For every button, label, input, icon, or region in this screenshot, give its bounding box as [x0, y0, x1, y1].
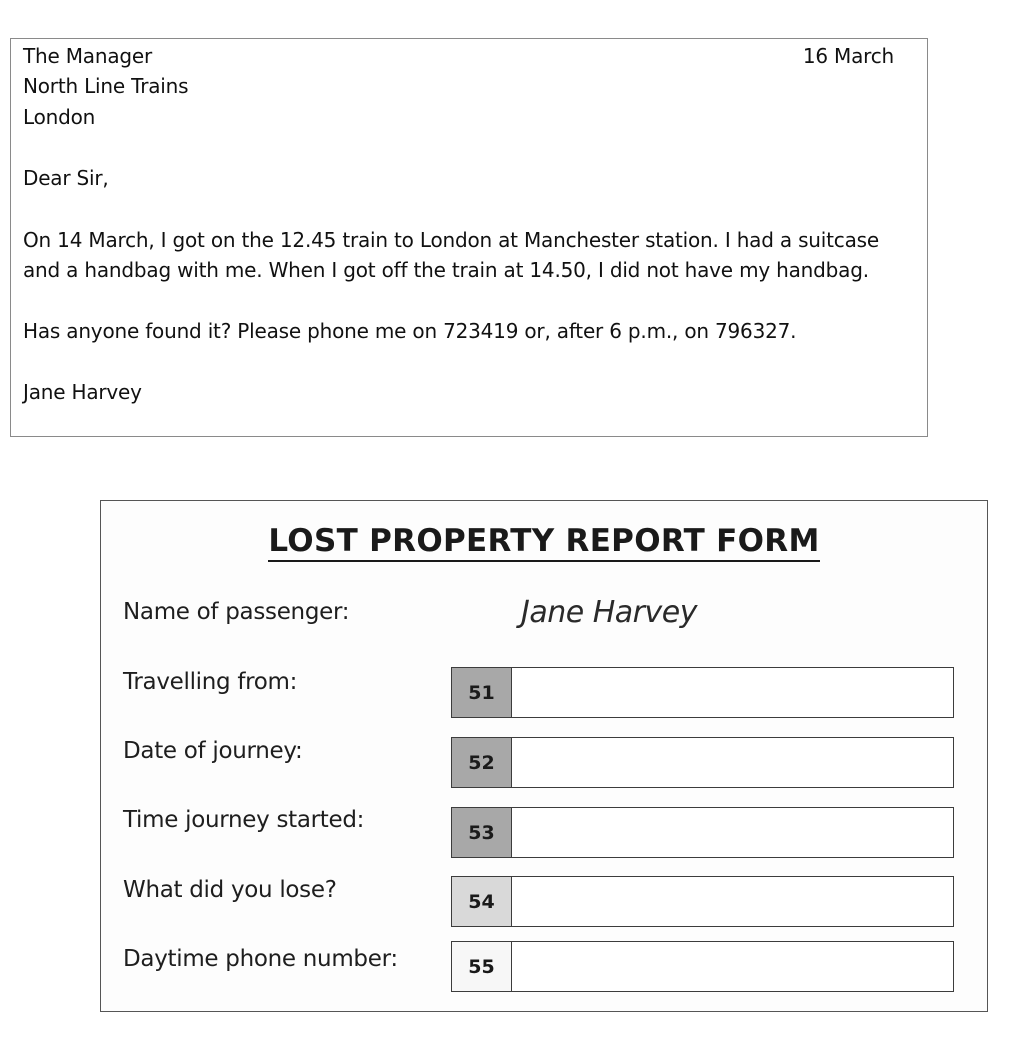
answer-box-51 — [451, 667, 954, 718]
lost-property-form — [100, 500, 988, 1012]
answer-box-54 — [451, 876, 954, 927]
field-label-what-did-you-lose: What did you lose? — [123, 877, 337, 903]
question-number-52: 52 — [452, 738, 512, 787]
question-number-55: 55 — [452, 942, 512, 991]
letter-date: 16 March — [802, 44, 894, 68]
what-did-you-lose-input[interactable] — [512, 877, 953, 926]
question-number-51: 51 — [452, 668, 512, 717]
recipient-line: North Line Trains — [23, 74, 189, 98]
body-line: On 14 March, I got on the 12.45 train to London at Manchester station. I had a suitcase — [23, 228, 879, 252]
body-line: and a handbag with me. When I got off the train at 14.50, I did not have my handbag. — [23, 258, 869, 282]
field-label-date-of-journey: Date of journey: — [123, 738, 303, 764]
daytime-phone-number-input[interactable] — [512, 942, 953, 991]
field-label-time-journey-started: Time journey started: — [123, 807, 365, 833]
question-number-53: 53 — [452, 808, 512, 857]
time-journey-started-input[interactable] — [512, 808, 953, 857]
letter — [10, 38, 928, 437]
recipient-line: London — [23, 105, 96, 129]
answer-box-53 — [451, 807, 954, 858]
salutation: Dear Sir, — [23, 166, 109, 190]
field-label-travelling-from: Travelling from: — [123, 669, 298, 695]
answer-box-55 — [451, 941, 954, 992]
passenger-name-value: Jane Harvey — [521, 595, 697, 630]
travelling-from-input[interactable] — [512, 668, 953, 717]
body-line: Has anyone found it? Please phone me on 723419 or, after 6 p.m., on 796327. — [23, 319, 797, 343]
field-label-daytime-phone-number: Daytime phone number: — [123, 946, 398, 972]
answer-box-52 — [451, 737, 954, 788]
question-number-54: 54 — [452, 877, 512, 926]
signature: Jane Harvey — [23, 380, 142, 404]
date-of-journey-input[interactable] — [512, 738, 953, 787]
form-title: LOST PROPERTY REPORT FORM — [101, 523, 987, 559]
name-label: Name of passenger: — [123, 599, 350, 625]
recipient-line: The Manager — [23, 44, 153, 68]
